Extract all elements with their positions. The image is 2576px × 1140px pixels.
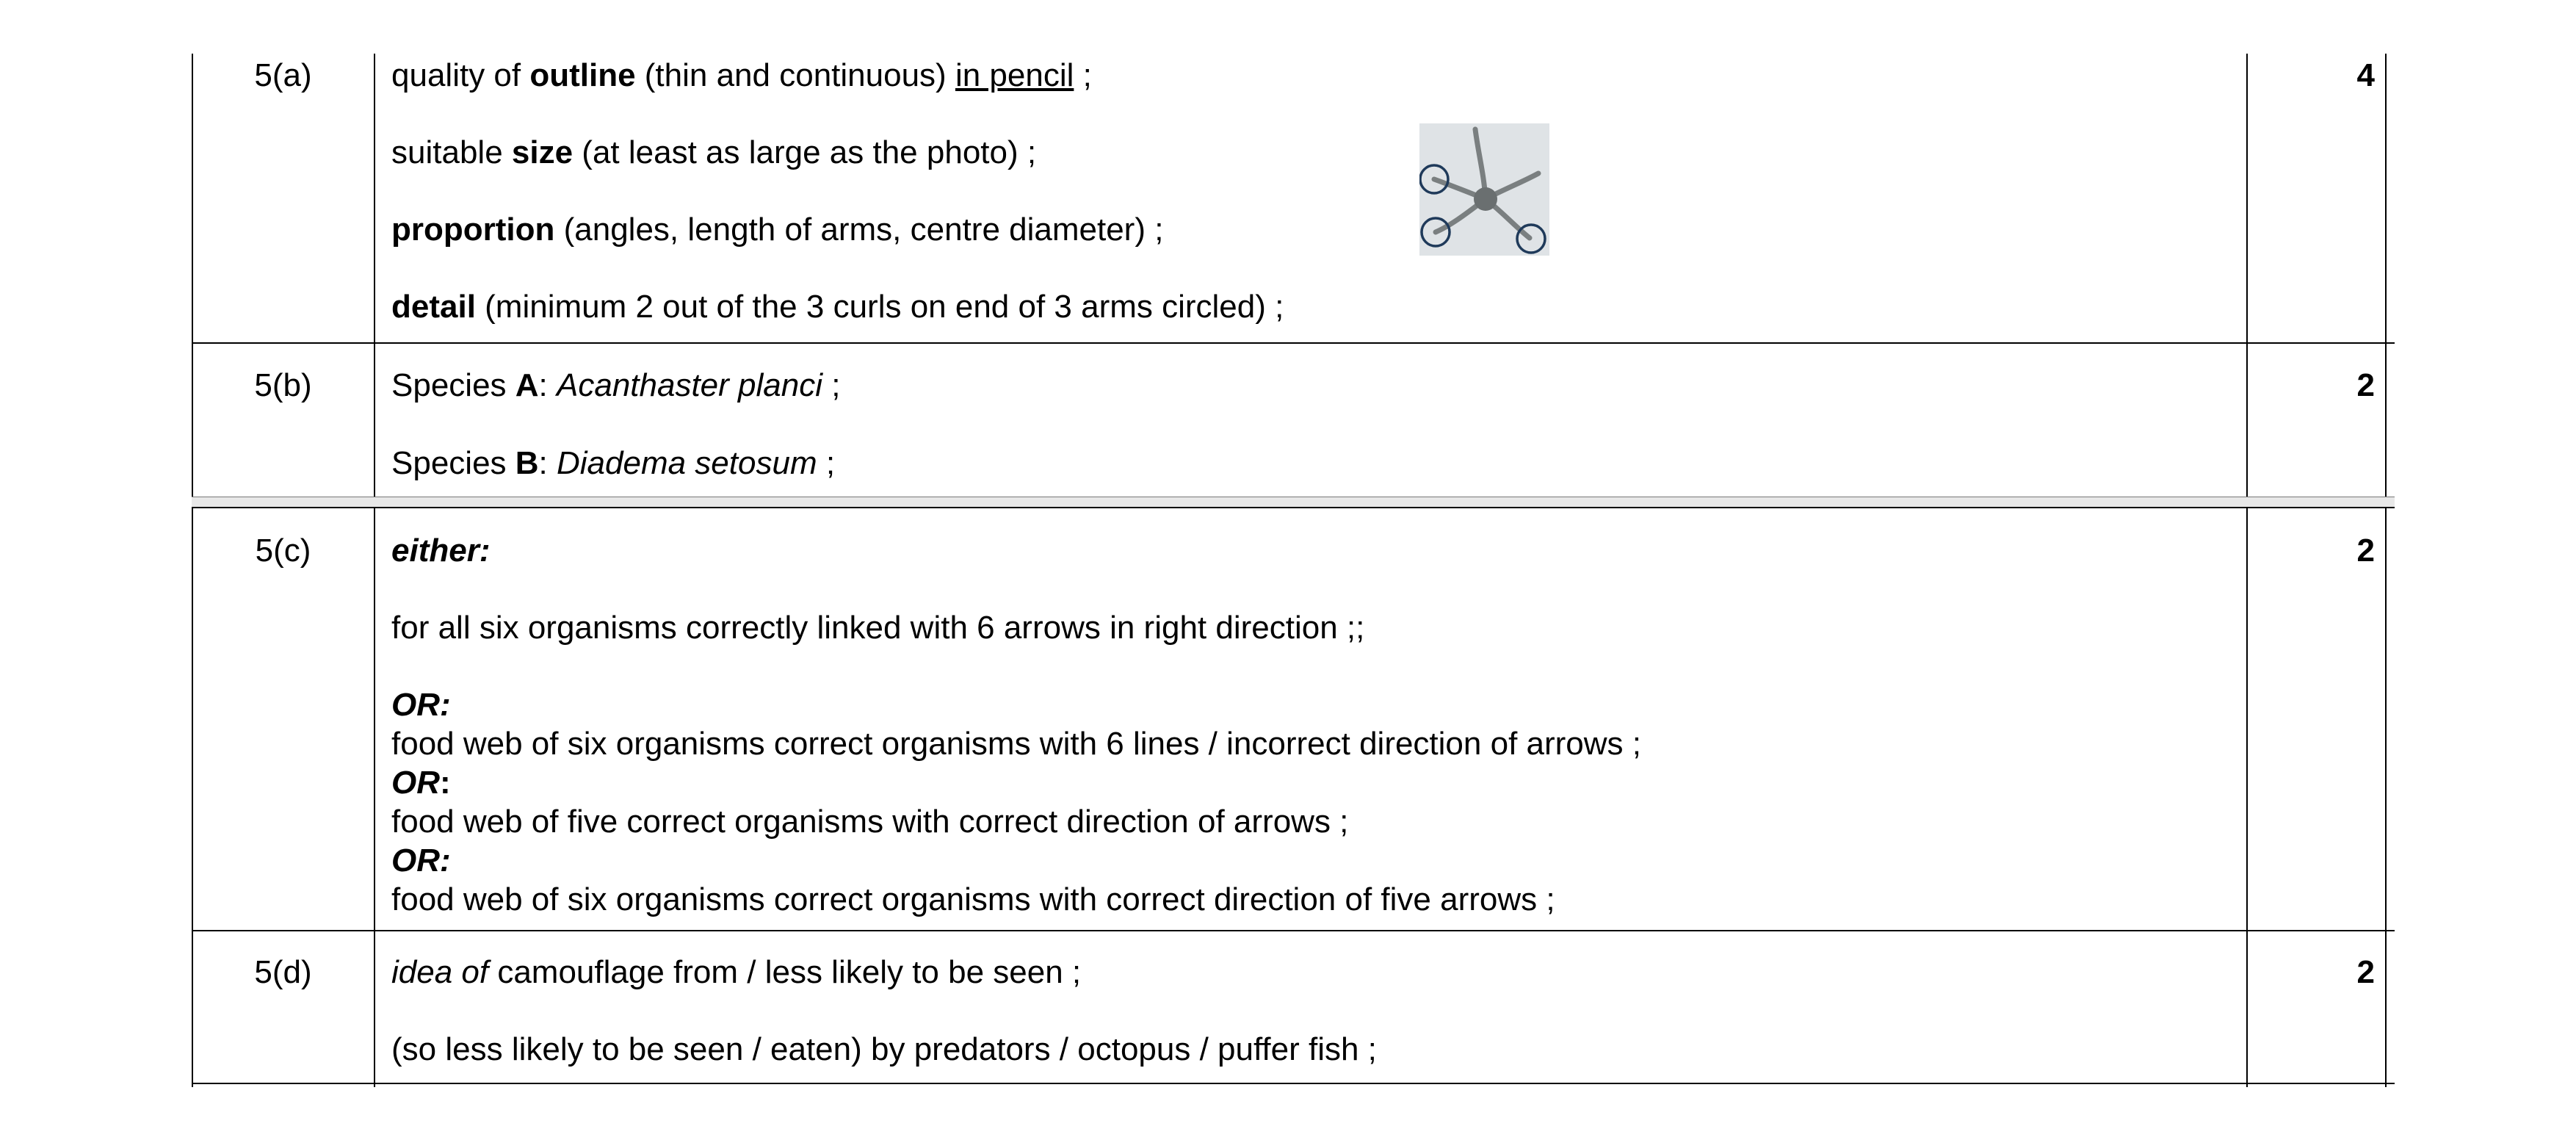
text: suitable	[391, 134, 512, 170]
bold-keyword: :	[440, 765, 451, 801]
text: (angles, length of arms, centre diameter) ;	[554, 212, 1164, 248]
text: (thin and continuous)	[635, 57, 955, 93]
text: Species	[391, 445, 515, 481]
table-border-right	[2385, 54, 2387, 1087]
italic-phrase: idea of	[391, 954, 489, 990]
column-divider-question	[374, 54, 375, 1087]
bold-keyword: proportion	[391, 212, 555, 248]
underlined-text: in pencil	[955, 57, 1074, 93]
mark-value: 4	[2356, 57, 2375, 93]
question-number: 5(c)	[255, 533, 311, 569]
answer-line	[391, 1031, 1377, 1068]
brittle-star-disc	[1474, 187, 1497, 211]
text: food web of five correct organisms with correct direction of arrows ;	[391, 804, 1349, 840]
answer-line	[391, 445, 835, 482]
bold-italic-keyword: OR	[391, 765, 440, 801]
text: :	[538, 445, 557, 481]
answer-line	[391, 610, 1364, 646]
bold-keyword: A	[515, 367, 539, 403]
text: (at least as large as the photo) ;	[573, 134, 1037, 170]
answer-line	[391, 533, 490, 569]
mark-value: 2	[2356, 954, 2375, 990]
bold-italic-keyword: OR:	[391, 843, 451, 879]
answer-line	[391, 843, 451, 879]
species-name: Acanthaster planci	[557, 367, 822, 403]
text: ;	[817, 445, 836, 481]
answer-line	[391, 765, 451, 801]
answer-line	[391, 57, 1092, 94]
answer-line	[391, 289, 1284, 325]
row-divider	[192, 507, 2395, 508]
text: :	[538, 367, 557, 403]
bold-keyword: B	[515, 445, 539, 481]
text: quality of	[391, 57, 530, 93]
text: ;	[822, 367, 841, 403]
species-name: Diadema setosum	[557, 445, 817, 481]
mark-value: 2	[2356, 367, 2375, 403]
text: camouflage from / less likely to be seen ;	[488, 954, 1082, 990]
bold-italic-keyword: OR:	[391, 687, 451, 723]
answer-line	[391, 134, 1036, 171]
brittle-star-photo-icon	[1419, 123, 1549, 256]
column-divider-mark	[2246, 54, 2248, 1087]
bold-keyword: size	[511, 134, 574, 170]
question-number: 5(b)	[254, 367, 312, 403]
text: (minimum 2 out of the 3 curls on end of 3 arms circled) ;	[475, 289, 1284, 325]
answer-line	[391, 881, 1555, 918]
answer-line	[391, 804, 1348, 840]
text: food web of six organisms correct organisms with correct direction of five arrows ;	[391, 881, 1555, 917]
answer-line	[391, 726, 1641, 762]
text: (so less likely to be seen / eaten) by predators / octopus / puffer fish ;	[391, 1031, 1377, 1067]
text: Species	[391, 367, 515, 403]
answer-line	[391, 687, 451, 724]
question-number: 5(d)	[254, 954, 312, 990]
answer-line	[391, 367, 840, 404]
bold-keyword: outline	[529, 57, 636, 93]
row-divider	[192, 342, 2395, 344]
row-divider	[192, 930, 2395, 931]
answer-line	[391, 212, 1163, 248]
bold-italic-keyword: either:	[391, 533, 491, 569]
answer-line	[391, 954, 1081, 991]
table-border-left	[192, 54, 193, 1087]
table-border-bottom	[192, 1083, 2395, 1084]
question-number: 5(a)	[254, 57, 312, 93]
bold-keyword: detail	[391, 289, 476, 325]
mark-value: 2	[2356, 533, 2375, 569]
text: food web of six organisms correct organisms with 6 lines / incorrect direction of arrows ;	[391, 726, 1641, 762]
text: ;	[1074, 57, 1092, 93]
text: for all six organisms correctly linked with 6 arrows in right direction ;;	[391, 610, 1365, 646]
